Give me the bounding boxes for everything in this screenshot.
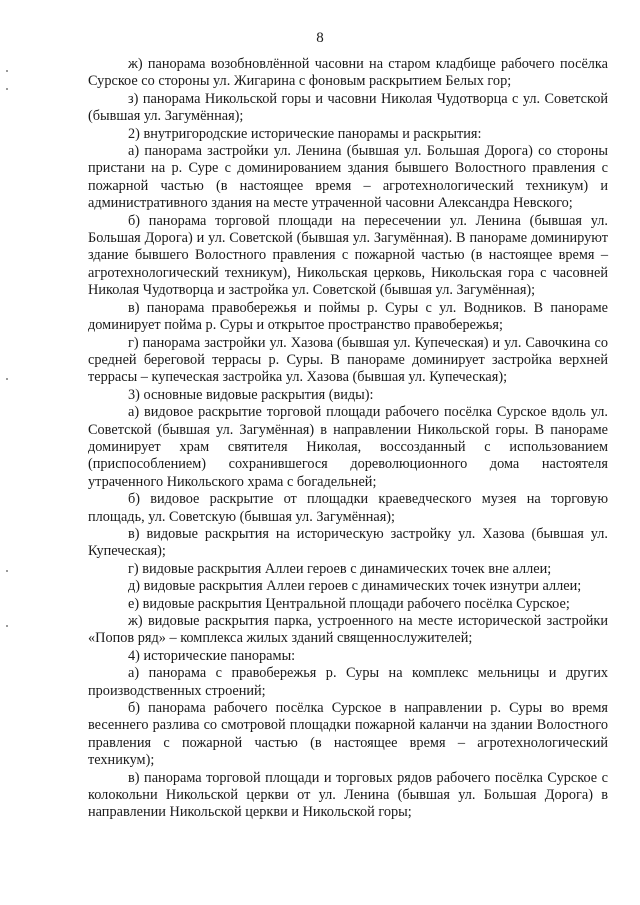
scan-artifact [6, 378, 8, 380]
list-item-g-khazova-street: г) панорама застройки ул. Хазова (бывшая ул. Купеческая) и ул. Савочкина со средней береговой террасы р. Суры. В панораме доминирует застройка верхней террасы – купеческая застройка ул. Хазова (бывшая ул. Купеческая); [88, 334, 608, 386]
list-item-d-alley-inside: д) видовые раскрытия Аллеи героев с динамических точек изнутри аллеи; [128, 578, 582, 595]
list-item-b-trade-square: б) панорама торговой площади на пересечении ул. Ленина (бывшая ул. Большая Дорога) и ул. Советской (бывшая ул. Загумённая). В панораме доминируют здание бывшего Волостного правления с пожарной частью (в настоящее время – агротехнологический техникум), Никольская церковь, Никольская гора с часовней Николая Чудотворца и застройка ул. Советской (бывшая ул. Загумённая); [88, 212, 608, 299]
scan-artifact [6, 88, 8, 90]
scan-artifact [6, 70, 8, 72]
list-item-zh-park-view: ж) видовые раскрытия парка, устроенного на месте исторической застройки «Попов ряд» – комплекса жилых зданий священнослужителей; [88, 613, 608, 647]
list-item-a-trade-square-view: а) видовое раскрытие торговой площади рабочего посёлка Сурское вдоль ул. Советской (бывшая ул. Загумённая) в направлении Никольской горы. В панораме доминирует храм святителя Николая, воссозданный с использованием (приспособлением) сохранившегося дореволюционного дома настоятеля утраченного Никольского храма с богадельней; [88, 404, 608, 490]
list-item-e-central-square: е) видовые раскрытия Центральной площади рабочего посёлка Сурское; [128, 595, 570, 612]
list-item-v-khazova-view: в) видовые раскрытия на историческую застройку ул. Хазова (бывшая ул. Купеческая); [88, 525, 608, 560]
page-number: 8 [316, 30, 324, 46]
list-item-v-right-bank: в) панорама правобережья и поймы р. Суры с ул. Водников. В панораме доминирует пойма р. Суры и открытое пространство правобережья; [88, 299, 608, 334]
list-item-a-mill-panorama: а) панорама с правобережья р. Суры на комплекс мельницы и других производственных строений; [88, 665, 608, 699]
document-body [88, 56, 608, 822]
list-item-b-museum-view: б) видовое раскрытие от площадки краеведческого музея на торговую площадь, ул. Советскую (бывшая ул. Загумённая); [88, 491, 608, 525]
list-item-g-alley-outside: г) видовые раскрытия Аллеи героев с динамических точек вне аллеи; [128, 560, 552, 577]
section-heading-intracity-panoramas: 2) внутригородские исторические панорамы и раскрытия: [128, 125, 482, 142]
scan-artifact [6, 570, 8, 572]
list-item-zh-chapel-panorama: ж) панорама возобновлённой часовни на старом кладбище рабочего посёлка Сурское со стороны ул. Жигарина с фоновым раскрытием Белых гор; [88, 56, 608, 90]
section-heading-main-views: 3) основные видовые раскрытия (виды): [128, 386, 374, 403]
list-item-b-flood-panorama: б) панорама рабочего посёлка Сурское в направлении р. Суры во время весеннего разлива со смотровой площадки пожарной каланчи на здании Волостного правления с пожарной частью (в настоящее время – агротехнологический техникум); [88, 700, 608, 769]
list-item-v-belltower-panorama: в) панорама торговой площади и торговых рядов рабочего посёлка Сурское с колокольни Никольской церкви от ул. Ленина (бывшая ул. Большая Дорога) в направлении Никольской церкви и Никольской горы; [88, 769, 608, 821]
list-item-a-lenina-street: а) панорама застройки ул. Ленина (бывшая ул. Большая Дорога) со стороны пристани на р. Суре с доминированием здания бывшего Волостного правления с пожарной частью (в настоящее время – агротехнологический техникум) и административного здания на месте утраченной часовни Александра Невского; [88, 143, 608, 212]
section-heading-historical-panoramas: 4) исторические панорамы: [128, 647, 296, 664]
scan-artifact [6, 625, 8, 627]
list-item-z-nikolskaya-hill: з) панорама Никольской горы и часовни Николая Чудотворца с ул. Советской (бывшая ул. Загумённая); [88, 90, 608, 125]
